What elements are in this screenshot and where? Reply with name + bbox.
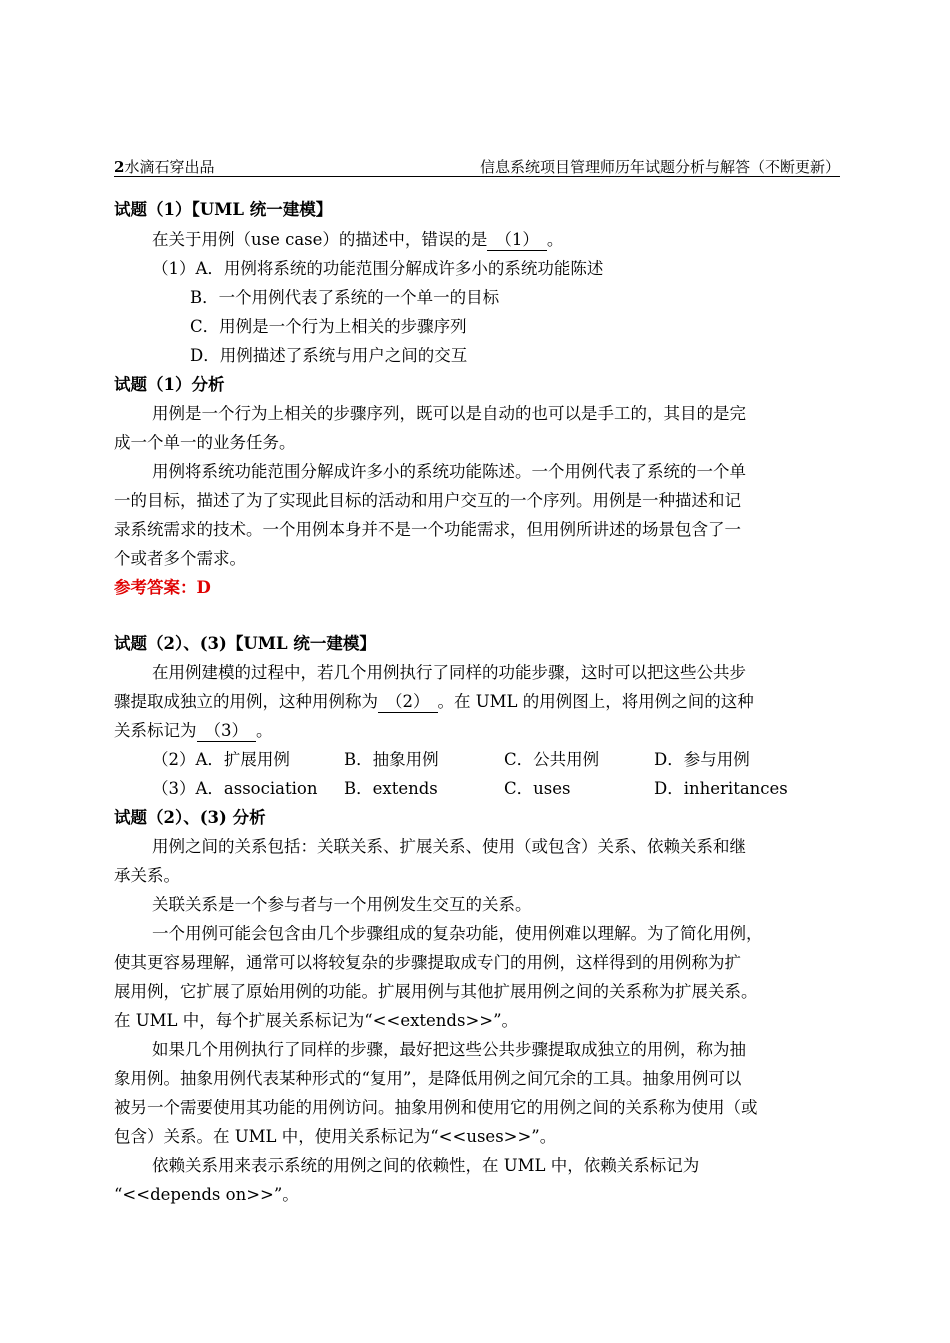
q2-analysis-a1-line2: 承关系。	[114, 866, 180, 885]
page-number: 2	[114, 158, 125, 176]
q2-option-c: C．公共用例	[504, 750, 600, 769]
q2-analysis-a3-line4: 在 UML 中，每个扩展关系标记为“<<extends>>”。	[114, 1011, 519, 1030]
q3-option-d: D．inheritances	[654, 779, 788, 798]
q1-analysis-p1-line1: 用例是一个行为上相关的步骤序列，既可以是自动的也可以是手工的，其目的是完	[152, 404, 746, 423]
q2-option-b: B．抽象用例	[344, 750, 439, 769]
publisher-text: 水滴石穿出品	[124, 158, 215, 176]
q2-stem-line3	[114, 719, 273, 743]
q2-stem-line2	[114, 690, 754, 714]
q2-analysis-title: 试题（2）、(3) 分析	[114, 808, 266, 827]
q2-option-a: （2）A．扩展用例	[152, 750, 290, 769]
q3-option-b: B．extends	[344, 779, 438, 798]
q2-analysis-a1-line1: 用例之间的关系包括：关联关系、扩展关系、使用（或包含）关系、依赖关系和继	[152, 837, 746, 856]
q1-option-b: B．一个用例代表了系统的一个单一的目标	[190, 288, 500, 307]
q2-analysis-a2: 关联关系是一个参与者与一个用例发生交互的关系。	[152, 895, 532, 914]
q3-blank: （3）	[197, 721, 257, 742]
q2-title: 试题（2）、(3)【UML 统一建模】	[114, 634, 376, 653]
q2-analysis-a5-line1: 依赖关系用来表示系统的用例之间的依赖性，在 UML 中，依赖关系标记为	[152, 1156, 700, 1175]
page-header	[114, 154, 840, 177]
q1-answer: 参考答案：D	[114, 578, 211, 597]
q2-blank: （2）	[378, 692, 438, 713]
header-title: 信息系统项目管理师历年试题分析与解答（不断更新）	[479, 158, 840, 176]
q2-analysis-a4-line1: 如果几个用例执行了同样的步骤，最好把这些公共步骤提取成独立的用例，称为抽	[152, 1040, 746, 1059]
q2-analysis-a4-line2: 象用例。抽象用例代表某种形式的“复用”，是降低用例之间冗余的工具。抽象用例可以	[114, 1069, 742, 1088]
q1-analysis-p2-line3: 录系统需求的技术。一个用例本身并不是一个功能需求，但用例所讲述的场景包含了一	[114, 520, 741, 539]
q3-option-a: （3）A．association	[152, 779, 318, 798]
q2-analysis-a5-line2: “<<depends on>>”。	[114, 1185, 299, 1204]
q2-analysis-a4-line4: 包含）关系。在 UML 中，使用关系标记为“<<uses>>”。	[114, 1127, 557, 1146]
q2-stem-line3-end: 。	[256, 721, 273, 740]
q3-option-c: C．uses	[504, 779, 571, 798]
q2-analysis-a3-line2: 使其更容易理解，通常可以将较复杂的步骤提取成专门的用例，这样得到的用例称为扩	[114, 953, 741, 972]
q1-stem-end: 。	[546, 230, 564, 249]
q1-analysis-p2-line2: 一的目标，描述了为了实现此目标的活动和用户交互的一个序列。用例是一种描述和记	[114, 491, 741, 510]
q2-stem-line3-text: 关系标记为	[114, 721, 197, 740]
q2-analysis-a4-line3: 被另一个需要使用其功能的用例访问。抽象用例和使用它的用例之间的关系称为使用（或	[114, 1098, 758, 1117]
q2-analysis-a3-line1: 一个用例可能会包含由几个步骤组成的复杂功能，使用例难以理解。为了简化用例，	[152, 924, 763, 943]
q1-stem	[152, 228, 563, 252]
q1-option-d: D．用例描述了系统与用户之间的交互	[190, 346, 468, 365]
q1-stem-text: 在关于用例（use case）的描述中，错误的是	[152, 230, 488, 249]
q2-stem-line2-end: 。在 UML 的用例图上，将用例之间的这种	[437, 692, 754, 711]
q1-blank: （1）	[487, 230, 547, 251]
q1-analysis-p1-line2: 成一个单一的业务任务。	[114, 433, 296, 452]
q1-option-c: C．用例是一个行为上相关的步骤序列	[190, 317, 467, 336]
q1-title: 试题（1）【UML 统一建模】	[114, 200, 333, 219]
q2-stem-line2-text: 骤提取成独立的用例，这种用例称为	[114, 692, 378, 711]
q1-analysis-title: 试题（1）分析	[114, 375, 225, 394]
q1-analysis-p2-line4: 个或者多个需求。	[114, 549, 246, 568]
q2-stem-line1: 在用例建模的过程中，若几个用例执行了同样的功能步骤，这时可以把这些公共步	[152, 663, 746, 682]
q2-analysis-a3-line3: 展用例，它扩展了原始用例的功能。扩展用例与其他扩展用例之间的关系称为扩展关系。	[114, 982, 758, 1001]
q1-option-a: （1）A．用例将系统的功能范围分解成许多小的系统功能陈述	[152, 259, 604, 278]
q2-option-d: D．参与用例	[654, 750, 750, 769]
header-left	[114, 156, 214, 177]
q1-analysis-p2-line1: 用例将系统功能范围分解成许多小的系统功能陈述。一个用例代表了系统的一个单	[152, 462, 746, 481]
